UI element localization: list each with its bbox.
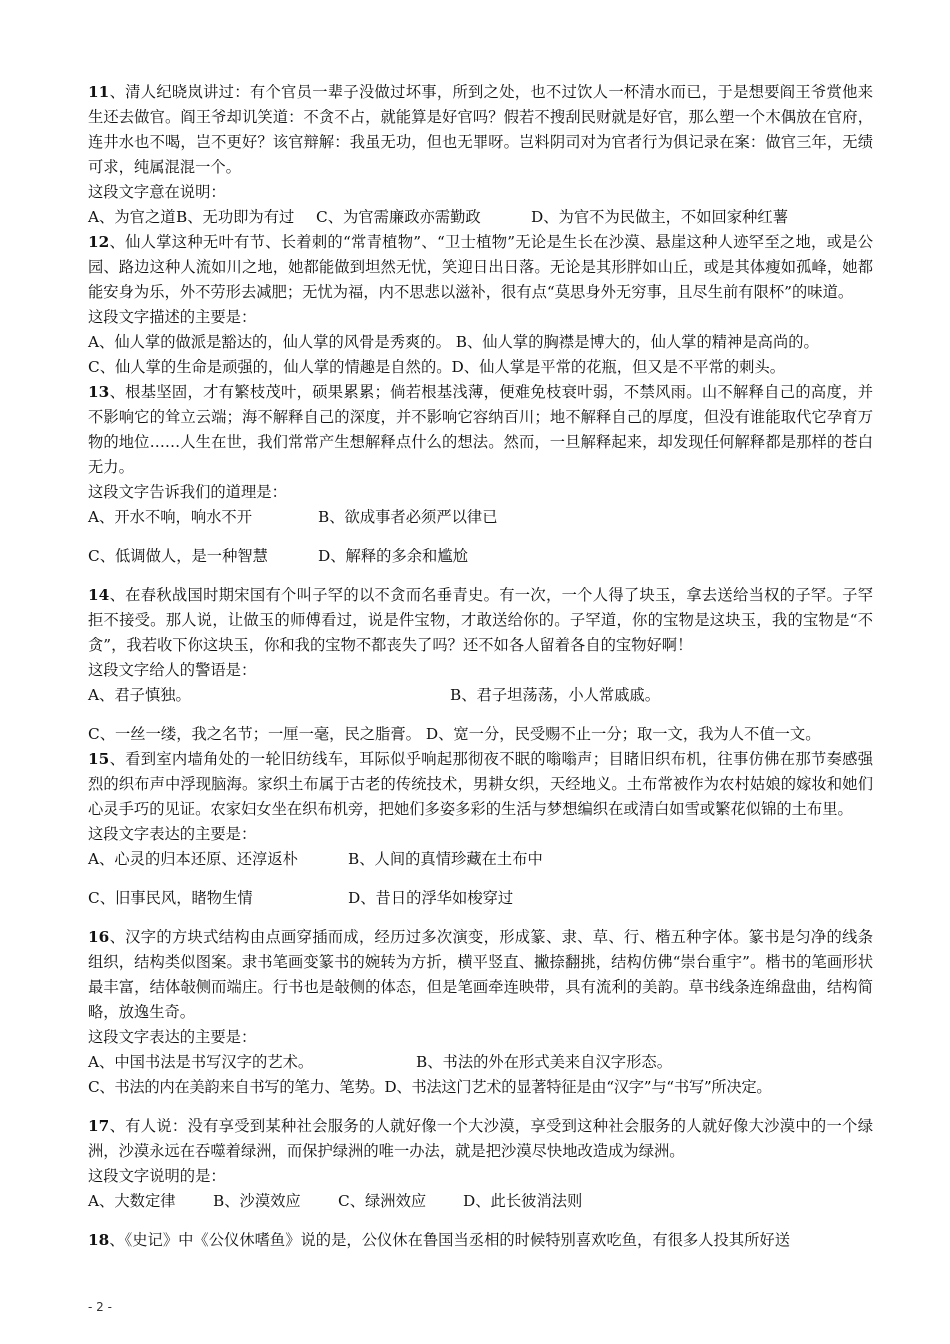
question-11-options [88,205,873,230]
option-d: D、为官不为民做主，不如回家种红薯 [531,208,789,226]
question-number: 12 [88,233,110,251]
spacer [88,872,873,886]
option-b: B、欲成事者必须严以律已 [318,508,498,526]
option-c: C、一丝一缕，我之名节；一厘一毫，民之脂膏。 [88,725,421,743]
document-page [88,80,873,1253]
option-b: B、仙人掌的胸襟是博大的，仙人掌的精神是高尚的。 [455,333,819,351]
option-b: B、人间的真情珍藏在土布中 [348,850,543,868]
question-12-prompt: 这段文字描述的主要是： [88,308,257,326]
question-12-options-cd [88,355,873,380]
question-12-stem: 12、仙人掌这种无叶有节、长着刺的“常青植物”、“卫士植物”无论是生长在沙漠、悬崖这种人迹罕至之地，或是公园、路边这种人流如川之地，她都能做到坦然无忧，笑迎日出日落。无论是其形胖如山丘，或是其体瘦如孤峰，她都能安身为乐，外不劳形去减肥；无忧为福，内不思悲以滋补，很有点“莫思身外无穷事，且尽生前有限杯”的味道。 [88,233,873,301]
option-d: D、宽一分，民受赐不止一分；取一文，我为人不值一文。 [425,725,821,743]
question-11-prompt: 这段文字意在说明： [88,183,226,201]
question-17-options [88,1189,873,1214]
option-a: A、仙人掌的做派是豁达的，仙人掌的风骨是秀爽的。 [88,333,451,351]
option-b: B、沙漠效应 [213,1192,301,1210]
option-b: B、无功即为有过 [176,208,295,226]
option-a: A、开水不响，响水不开 [88,508,253,526]
question-number: 18 [88,1231,110,1249]
question-14-options-cd [88,722,873,747]
question-17-prompt: 这段文字说明的是： [88,1167,226,1185]
question-16-options-cd [88,1075,873,1100]
option-c: C、旧事民风，睹物生情 [88,889,253,907]
question-number: 15 [88,750,110,768]
option-c: C、绿洲效应 [338,1192,427,1210]
question-16-options-ab [88,1050,873,1075]
question-14-stem: 14、在春秋战国时期宋国有个叫子罕的以不贪而名垂青史。有一次，一个人得了块玉，拿去送给当权的子罕。子罕拒不接受。那人说，让做玉的师傅看过，说是件宝物，才敢送给你的。子罕道，你的宝物是这块玉，我的宝物是“不贪”，我若收下你这块玉，你和我的宝物不都丧失了吗？还不如各人留着各自的宝物好啊！ [88,586,873,654]
option-d: D、书法这门艺术的显著特征是由“汉字”与“书写”所决定。 [384,1078,772,1096]
option-c: C、低调做人，是一种智慧 [88,547,268,565]
option-d: D、仙人掌是平常的花瓶，但又是不平常的刺头。 [451,358,786,376]
question-14-prompt: 这段文字给人的警语是： [88,661,257,679]
question-11-stem: 11、清人纪晓岚讲过：有个官员一辈子没做过坏事，所到之处，也不过饮人一杯清水而已，于是想要阎王爷赏他来生还去做官。阎王爷却讥笑道：不贪不占，就能算是好官吗？假若不搜刮民财就是好官，那么塑一个木偶放在官府，连井水也不喝，岂不更好？该官辩解：我虽无功，但也无罪呀。岂料阴司对为官者行为俱记录在案：做官三年，无绩可求，纯属混混一个。 [88,83,873,176]
spacer [88,530,873,544]
question-number: 13 [88,383,110,401]
question-13-options-ab [88,505,873,530]
question-13-prompt: 这段文字告诉我们的道理是： [88,483,287,501]
option-a: A、为官之道 [88,208,176,226]
question-15-options-cd [88,886,873,911]
question-17-stem: 17、有人说：没有享受到某种社会服务的人就好像一个大沙漠，享受到这种社会服务的人就好像大沙漠中的一个绿洲，沙漠永远在吞噬着绿洲，而保护绿洲的唯一办法，就是把沙漠尽快地改造成为绿洲。 [88,1117,873,1160]
spacer [88,569,873,583]
question-number: 17 [88,1117,110,1135]
spacer [88,911,873,925]
spacer [88,1214,873,1228]
option-d: D、解释的多余和尴尬 [318,547,468,565]
question-14-options-ab [88,683,873,708]
question-15-options-ab [88,847,873,872]
question-15-stem: 15、看到室内墙角处的一轮旧纺线车，耳际似乎响起那彻夜不眠的嗡嗡声；目睹旧织布机，往事仿佛在那节奏感强烈的织布声中浮现脑海。家织土布属于古老的传统技术，男耕女织，天经地义。土布常被作为农村姑娘的嫁妆和她们心灵手巧的见证。农家妇女坐在织布机旁，把她们多姿多彩的生活与梦想编织在或清白如雪或繁花似锦的土布里。 [88,750,873,818]
option-b: B、书法的外在形式美来自汉字形态。 [416,1053,672,1071]
question-number: 16 [88,928,110,946]
option-d: D、昔日的浮华如梭穿过 [348,889,514,907]
question-number: 11 [88,83,110,101]
option-c: C、仙人掌的生命是顽强的，仙人掌的情趣是自然的。 [88,358,452,376]
question-15-prompt: 这段文字表达的主要是： [88,825,257,843]
question-13-options-cd [88,544,873,569]
question-13-stem: 13、根基坚固，才有繁枝茂叶，硕果累累；倘若根基浅薄，便难免枝衰叶弱，不禁风雨。山不解释自己的高度，并不影响它的耸立云端；海不解释自己的深度，并不影响它容纳百川；地不解释自己的厚度，但没有谁能取代它孕育万物的地位……人生在世，我们常常产生想解释点什么的想法。然而，一旦解释起来，却发现任何解释都是那样的苍白无力。 [88,383,873,476]
option-c: C、书法的内在美韵来自书写的笔力、笔势。 [88,1078,385,1096]
option-c: C、为官需廉政亦需勤政 [316,208,481,226]
question-16-stem: 16、汉字的方块式结构由点画穿插而成，经历过多次演变，形成篆、隶、草、行、楷五种字体。篆书是匀净的线条组织，结构类似图案。隶书笔画变篆书的婉转为方折，横平竖直、撇捺翻挑，结构仿佛“崇台重宇”。楷书的笔画形状最丰富，结体敧侧而端庄。行书也是敧侧的体态，但是笔画牵连映带，具有流利的美韵。草书线条连绵盘曲，结构简略，放逸生奇。 [88,928,873,1021]
page-number: - 2 - [88,1300,112,1314]
option-a: A、君子慎独。 [88,686,191,704]
option-b: B、君子坦荡荡，小人常戚戚。 [450,686,661,704]
option-a: A、中国书法是书写汉字的艺术。 [88,1053,314,1071]
question-12-options-ab [88,330,873,355]
option-a: A、心灵的归本还原、还淳返朴 [88,850,298,868]
spacer [88,1100,873,1114]
spacer [88,708,873,722]
question-16-prompt: 这段文字表达的主要是： [88,1028,257,1046]
option-d: D、此长彼消法则 [463,1192,583,1210]
question-18-stem: 18、《史记》中《公仪休嗜鱼》说的是，公仪休在鲁国当丞相的时候特别喜欢吃鱼，有很多人投其所好送 [88,1231,791,1249]
question-number: 14 [88,586,110,604]
option-a: A、大数定律 [88,1192,176,1210]
